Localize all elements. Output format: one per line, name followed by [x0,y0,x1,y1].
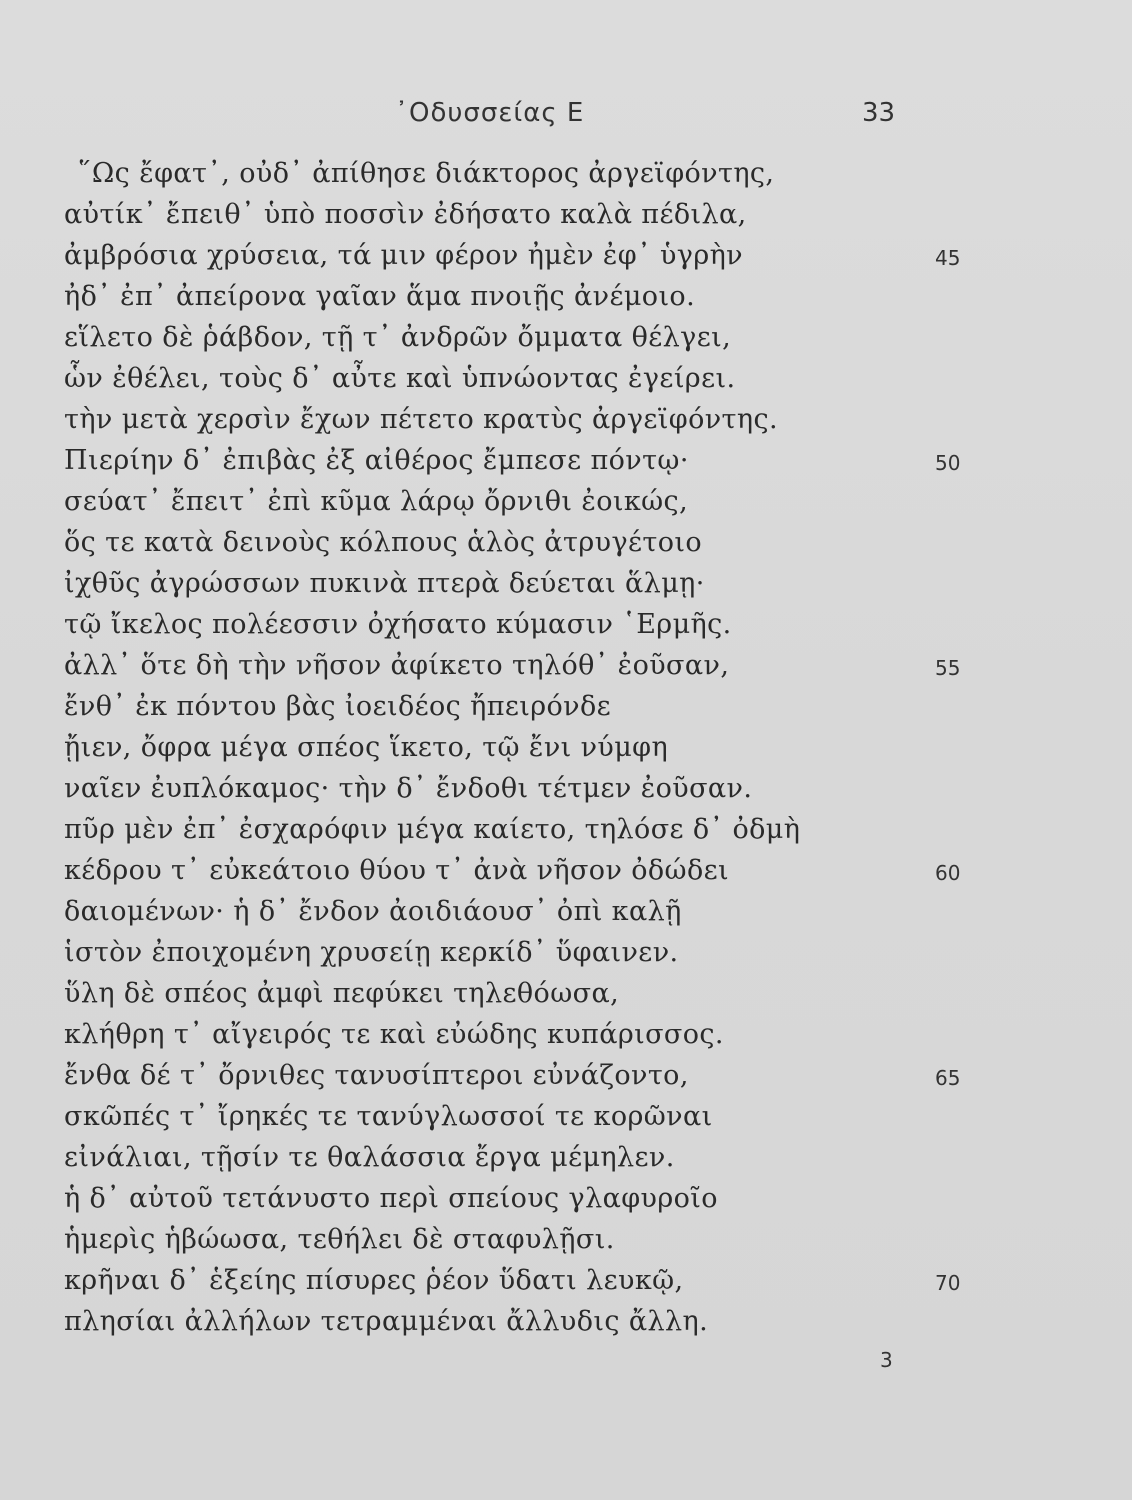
verse-line: Πιερίην δ᾿ ἐπιβὰς ἐξ αἰθέρος ἔμπεσε πόντῳ· [64,445,689,476]
verse-line: ἀλλ᾿ ὅτε δὴ τὴν νῆσον ἀφίκετο τηλόθ᾿ ἐοῦσαν, [64,650,730,681]
verse-line: ὧν ἐθέλει, τοὺς δ᾿ αὖτε καὶ ὑπνώοντας ἐγείρει. [64,363,736,394]
line-number-60: 60 [935,861,961,885]
signature-mark: 3 [880,1348,893,1372]
verse-line: ἠδ᾿ ἐπ᾿ ἀπείρονα γαῖαν ἅμα πνοιῇς ἀνέμοιο. [64,281,696,312]
verse-line: πλησίαι ἀλλήλων τετραμμέναι ἄλλυδις ἄλλη. [64,1306,709,1337]
running-title: ᾿Οδυσσείας Ε [395,98,585,128]
verse-line: πῦρ μὲν ἐπ᾿ ἐσχαρόφιν μέγα καίετο, τηλόσε δ᾿ ὀδμὴ [64,814,801,845]
verse-line: κλήθρη τ᾿ αἴγειρός τε καὶ εὐώδης κυπάρισσος. [64,1019,724,1050]
verse-line: δαιομένων· ἡ δ᾿ ἔνδον ἀοιδιάουσ᾿ ὀπὶ καλῇ [64,896,682,927]
line-number-70: 70 [935,1271,961,1295]
verse-line: ᾔιεν, ὄφρα μέγα σπέος ἵκετο, τῷ ἔνι νύμφη [64,732,669,763]
line-number-50: 50 [935,451,961,475]
verse-line: τῷ ἴκελος πολέεσσιν ὀχήσατο κύμασιν ῾Ερμῆς. [64,609,732,640]
verse-line: ἡμερὶς ἡβώωσα, τεθήλει δὲ σταφυλῇσι. [64,1224,615,1255]
verse-block [64,153,924,1342]
line-number-65: 65 [935,1066,961,1090]
verse-line: ῞Ως ἔφατ᾿, οὐδ᾿ ἀπίθησε διάκτορος ἀργεϊφόντης, [78,158,775,189]
verse-line: τὴν μετὰ χερσὶν ἔχων πέτετο κρατὺς ἀργεϊφόντης. [64,404,778,435]
verse-line: ὅς τε κατὰ δεινοὺς κόλπους ἁλὸς ἀτρυγέτοιο [64,527,703,558]
verse-line: ἔνθα δέ τ᾿ ὄρνιθες τανυσίπτεροι εὐνάζοντο, [64,1060,689,1091]
verse-line: ἡ δ᾿ αὐτοῦ τετάνυστο περὶ σπείους γλαφυροῖο [64,1183,718,1214]
verse-line: ὕλη δὲ σπέος ἀμφὶ πεφύκει τηλεθόωσα, [64,978,620,1009]
verse-line: σεύατ᾿ ἔπειτ᾿ ἐπὶ κῦμα λάρῳ ὄρνιθι ἐοικώς, [64,486,689,517]
line-number-55: 55 [935,656,961,680]
verse-line: ναῖεν ἐυπλόκαμος· τὴν δ᾿ ἔνδοθι τέτμεν ἐοῦσαν. [64,773,753,804]
verse-line: κέδρου τ᾿ εὐκεάτοιο θύου τ᾿ ἀνὰ νῆσον ὀδώδει [64,855,730,886]
verse-line: ἀμβρόσια χρύσεια, τά μιν φέρον ἠμὲν ἐφ᾿ ὑγρὴν [64,240,743,271]
verse-line: σκῶπές τ᾿ ἴρηκές τε τανύγλωσσοί τε κορῶναι [64,1101,713,1132]
verse-line: ἰχθῦς ἀγρώσσων πυκινὰ πτερὰ δεύεται ἅλμῃ· [64,568,705,599]
page-number: 33 [862,98,896,128]
verse-line: ἔνθ᾿ ἐκ πόντου βὰς ἰοειδέος ἤπειρόνδε [64,691,612,722]
line-number-45: 45 [935,246,961,270]
verse-line: αὐτίκ᾿ ἔπειθ᾿ ὑπὸ ποσσὶν ἐδήσατο καλὰ πέδιλα, [64,199,747,230]
verse-line: εἵλετο δὲ ῥάβδον, τῇ τ᾿ ἀνδρῶν ὄμματα θέλγει, [64,322,732,353]
verse-line: κρῆναι δ᾿ ἑξείης πίσυρες ῥέον ὕδατι λευκῷ, [64,1265,684,1296]
verse-line: εἰνάλιαι, τῇσίν τε θαλάσσια ἔργα μέμηλεν. [64,1142,675,1173]
verse-line: ἱστὸν ἐποιχομένη χρυσείῃ κερκίδ᾿ ὕφαινεν. [64,937,679,968]
